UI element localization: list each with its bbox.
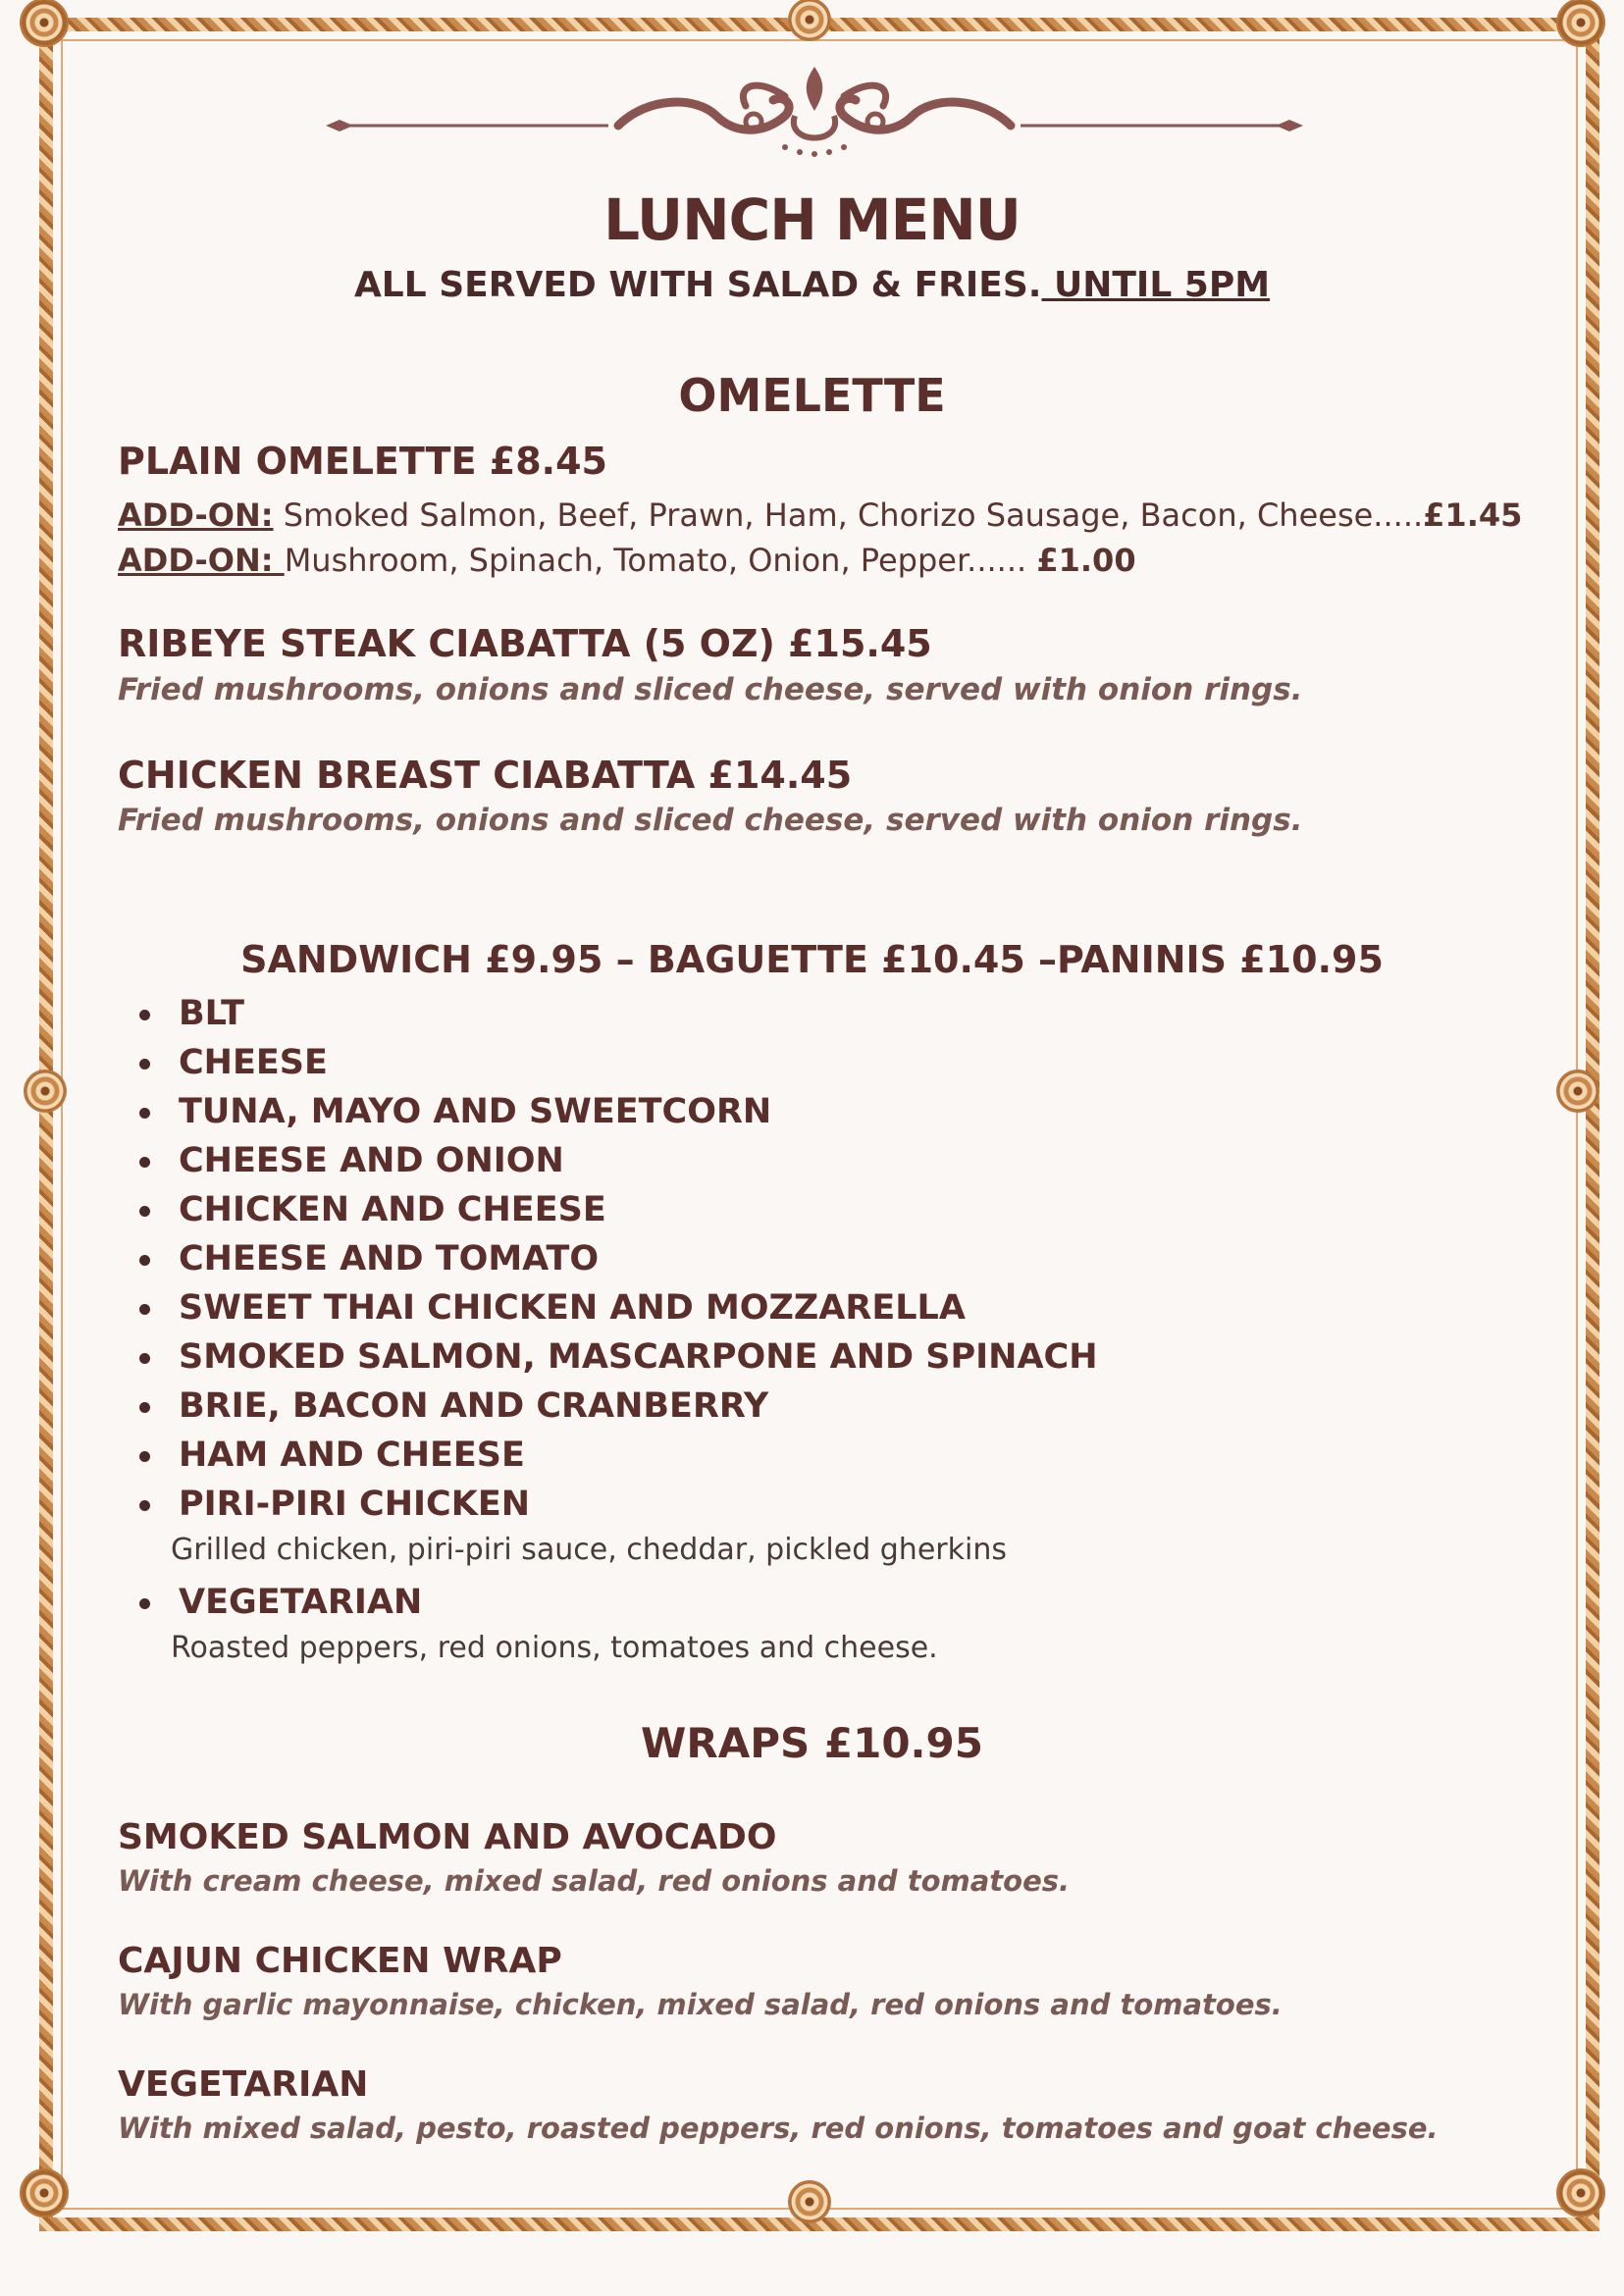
sandwich-list — [137, 989, 1098, 1676]
subtitle-hours: UNTIL 5PM — [1041, 265, 1271, 305]
wraps-heading: WRAPS £10.95 — [641, 1719, 983, 1767]
list-item: BLT — [137, 989, 1098, 1038]
plain-omelette-title: PLAIN OMELETTE £8.45 — [118, 440, 607, 483]
list-item: SMOKED SALMON, MASCARPONE AND SPINACH — [137, 1332, 1098, 1382]
item-desc: Roasted peppers, red onions, tomatoes and cheese. — [171, 1631, 938, 1665]
wrap-title: SMOKED SALMON AND AVOCADO — [118, 1817, 777, 1857]
addon-items: Mushroom, Spinach, Tomato, Onion, Pepper...... — [284, 542, 1037, 579]
list-item: SWEET THAI CHICKEN AND MOZZARELLA — [137, 1283, 1098, 1332]
page-subtitle — [0, 265, 1624, 305]
omelette-heading: OMELETTE — [678, 369, 946, 422]
addon-items: Smoked Salmon, Beef, Prawn, Ham, Chorizo Sausage, Bacon, Cheese..... — [273, 496, 1424, 534]
list-item: HAM AND CHEESE — [137, 1431, 1098, 1480]
wrap-desc: With mixed salad, pesto, roasted peppers, red onions, tomatoes and goat cheese. — [118, 2112, 1439, 2145]
addon-line-2 — [118, 542, 1136, 579]
addon-price: £1.45 — [1423, 496, 1523, 534]
list-item: CHEESE AND ONION — [137, 1136, 1098, 1185]
item-desc: Grilled chicken, piri-piri sauce, cheddar, pickled gherkins — [171, 1533, 1007, 1567]
ribeye-desc: Fried mushrooms, onions and sliced cheese, served with onion rings. — [118, 672, 1303, 707]
list-item: CHEESE — [137, 1038, 1098, 1087]
page-title: LUNCH MENU — [603, 186, 1021, 253]
addon-price: £1.00 — [1036, 542, 1136, 579]
wrap-desc: With garlic mayonnaise, chicken, mixed salad, red onions and tomatoes. — [118, 1988, 1283, 2021]
list-item: TUNA, MAYO AND SWEETCORN — [137, 1087, 1098, 1136]
list-item: BRIE, BACON AND CRANBERRY — [137, 1382, 1098, 1431]
wrap-title: VEGETARIAN — [118, 2064, 369, 2105]
chicken-ciabatta-desc: Fried mushrooms, onions and sliced cheese, served with onion rings. — [118, 803, 1303, 838]
wrap-title: CAJUN CHICKEN WRAP — [118, 1941, 562, 1981]
addon-label: ADD-ON: — [118, 542, 285, 579]
list-item: VEGETARIAN Roasted peppers, red onions, tomatoes and cheese. — [137, 1578, 1098, 1670]
subtitle-main: ALL SERVED WITH SALAD & FRIES. — [353, 265, 1042, 305]
ribeye-title: RIBEYE STEAK CIABATTA (5 OZ) £15.45 — [118, 622, 932, 665]
addon-line-1 — [118, 496, 1522, 534]
addon-label: ADD-ON: — [118, 496, 274, 534]
flourish-ornament-icon — [324, 57, 1305, 165]
sandwich-heading: SANDWICH £9.95 – BAGUETTE £10.45 –PANINIS £10.95 — [240, 938, 1384, 981]
list-item: CHEESE AND TOMATO — [137, 1234, 1098, 1283]
chicken-ciabatta-title: CHICKEN BREAST CIABATTA £14.45 — [118, 754, 853, 797]
list-item: PIRI-PIRI CHICKEN Grilled chicken, piri-piri sauce, cheddar, pickled gherkins — [137, 1480, 1098, 1572]
wrap-desc: With cream cheese, mixed salad, red onions and tomatoes. — [118, 1864, 1071, 1898]
list-item: CHICKEN AND CHEESE — [137, 1185, 1098, 1234]
